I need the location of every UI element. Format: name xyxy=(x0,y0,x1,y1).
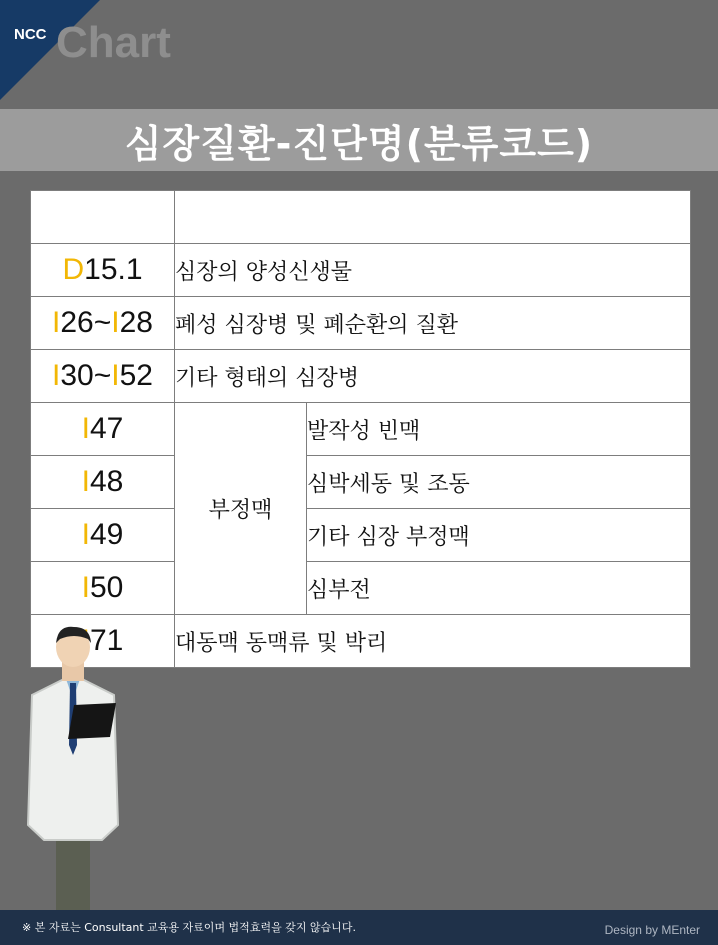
clipboard-icon xyxy=(68,703,116,739)
code-number: 52 xyxy=(119,359,153,392)
page-title: 심장질환-진단명(분류코드) xyxy=(124,121,594,166)
table-row xyxy=(31,297,691,350)
logo-chart-word: Chart xyxy=(56,18,171,67)
footer-bar xyxy=(0,910,718,945)
name-cell: 기타 형태의 심장병 xyxy=(175,350,691,403)
table-row xyxy=(31,615,691,668)
code-cell xyxy=(31,562,175,615)
code-cell xyxy=(31,297,175,350)
design-credit: Design by MEnter xyxy=(604,923,700,937)
sub-name-cell: 기타 심장 부정맥 xyxy=(307,509,691,562)
code-number: 15.1 xyxy=(84,253,143,286)
code-number: 28 xyxy=(119,306,153,339)
table-row xyxy=(31,350,691,403)
code-number: 49 xyxy=(89,518,124,551)
code-number: 47 xyxy=(89,412,124,445)
code-prefix: I xyxy=(81,518,90,551)
code-prefix: I xyxy=(81,465,90,498)
code-number: 50 xyxy=(89,571,124,604)
code-cell xyxy=(31,456,175,509)
code-prefix: I xyxy=(81,412,90,445)
table-header-row xyxy=(31,191,691,244)
header-name: 진단명 xyxy=(175,191,691,244)
group-cell: 부정맥 xyxy=(175,403,307,615)
code-number: 48 xyxy=(89,465,124,498)
code-cell xyxy=(31,403,175,456)
name-cell: 폐성 심장병 및 폐순환의 질환 xyxy=(175,297,691,350)
disclaimer-note: ※ 본 자료는 Consultant 교육용 자료이며 법적효력을 갖지 않습니다. xyxy=(22,921,356,934)
sub-name-cell: 심박세동 및 조동 xyxy=(307,456,691,509)
code-number: 30~ xyxy=(60,359,112,392)
sub-name-cell: 심부전 xyxy=(307,562,691,615)
code-cell xyxy=(31,244,175,297)
table-row xyxy=(31,509,691,562)
code-prefix: I xyxy=(52,306,61,339)
code-prefix: I xyxy=(81,571,90,604)
code-prefix: I xyxy=(111,306,120,339)
logo-ncc: NCC xyxy=(14,26,47,43)
table-row xyxy=(31,244,691,297)
doctor-illustration xyxy=(18,625,128,925)
code-cell xyxy=(31,350,175,403)
name-cell: 심장의 양성신생물 xyxy=(175,244,691,297)
code-number: 26~ xyxy=(60,306,112,339)
code-cell xyxy=(31,509,175,562)
header-code: 분류번호 xyxy=(31,191,175,244)
code-prefix: I xyxy=(52,359,61,392)
title-band xyxy=(0,109,718,171)
code-prefix: I xyxy=(111,359,120,392)
code-prefix: D xyxy=(62,253,85,286)
table-row xyxy=(31,456,691,509)
diagnosis-table xyxy=(30,190,691,668)
name-cell: 대동맥 동맥류 및 박리 xyxy=(175,615,691,668)
table-row xyxy=(31,403,691,456)
sub-name-cell: 발작성 빈맥 xyxy=(307,403,691,456)
table-row xyxy=(31,562,691,615)
code-number: 71 xyxy=(89,624,124,657)
